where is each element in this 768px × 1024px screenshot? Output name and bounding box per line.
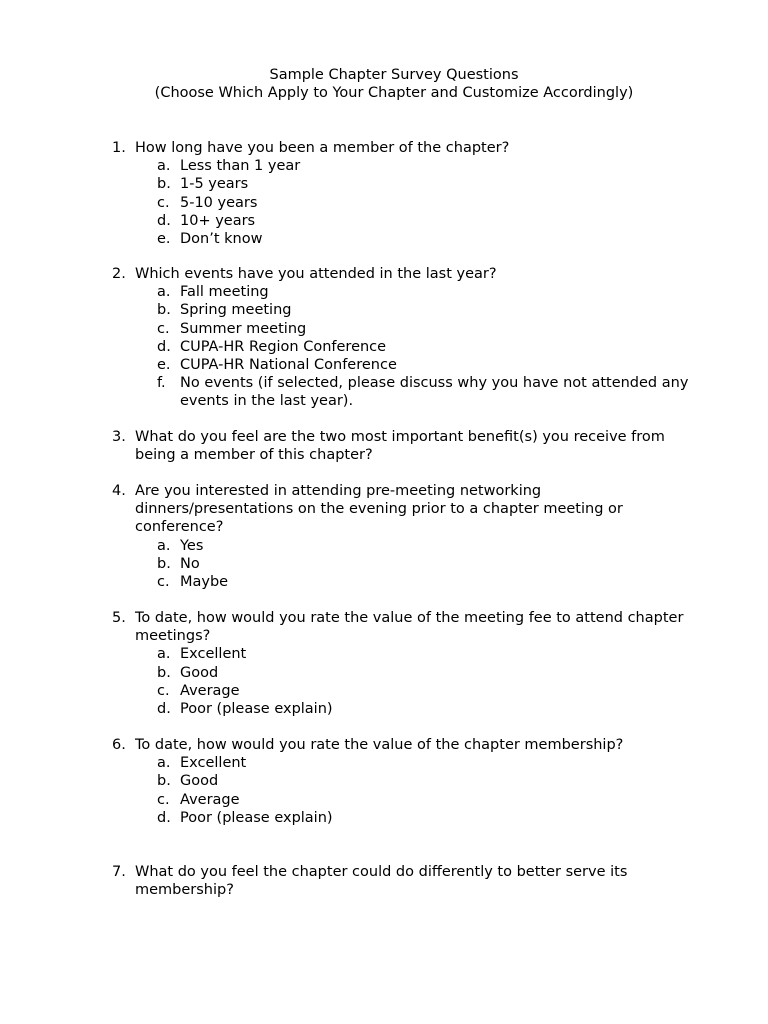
- option-text: Summer meeting: [180, 320, 307, 337]
- option-text: Average: [180, 682, 240, 699]
- answer-option: [112, 573, 692, 591]
- option-letter: b.: [157, 773, 171, 790]
- question-text: Are you interested in attending pre-meeting networking dinners/presentations on the evening prior to a chapter meeting or conference?: [135, 483, 623, 536]
- option-text: 1-5 years: [180, 176, 249, 193]
- answer-option: [112, 809, 692, 827]
- question-number: 5.: [112, 610, 126, 626]
- question-3: [112, 428, 692, 464]
- question-text: What do you feel are the two most important benefit(s) you receive from being a member of this chapter?: [135, 429, 665, 464]
- option-letter: a.: [157, 646, 171, 663]
- question-text: How long have you been a member of the chapter?: [135, 140, 510, 156]
- answer-option: [112, 754, 692, 772]
- option-text: Maybe: [180, 573, 229, 590]
- answer-option: [112, 157, 692, 175]
- answer-option: [112, 175, 692, 193]
- question-2: [112, 265, 692, 411]
- answer-options: [112, 157, 692, 248]
- option-letter: f.: [157, 375, 166, 392]
- answer-option: [112, 194, 692, 212]
- answer-options: [112, 537, 692, 592]
- answer-options: [112, 283, 692, 410]
- question-number: 4.: [112, 483, 126, 499]
- answer-option: [112, 645, 692, 663]
- answer-option: [112, 700, 692, 718]
- option-text: No: [180, 555, 200, 572]
- option-text: Don’t know: [180, 230, 263, 247]
- option-letter: e.: [157, 230, 171, 247]
- question-number: 2.: [112, 266, 126, 282]
- option-text: Poor (please explain): [180, 700, 333, 717]
- answer-option: [112, 664, 692, 682]
- option-letter: b.: [157, 555, 171, 572]
- answer-options: [112, 645, 692, 718]
- option-text: Average: [180, 791, 240, 808]
- option-text: CUPA-HR National Conference: [180, 356, 397, 373]
- question-4: [112, 482, 692, 591]
- answer-option: [112, 537, 692, 555]
- question-5: [112, 609, 692, 718]
- document-subtitle: (Choose Which Apply to Your Chapter and Customize Accordingly): [154, 85, 634, 102]
- question-number: 1.: [112, 140, 126, 156]
- answer-option: [112, 555, 692, 573]
- option-text: Poor (please explain): [180, 809, 333, 826]
- question-text: Which events have you attended in the last year?: [135, 266, 497, 282]
- answer-option: [112, 320, 692, 338]
- answer-options: [112, 754, 692, 827]
- question-text: To date, how would you rate the value of the meeting fee to attend chapter meetings?: [135, 610, 684, 645]
- answer-option: [112, 212, 692, 230]
- question-number: 6.: [112, 737, 126, 753]
- question-7: [112, 863, 692, 899]
- option-letter: d.: [157, 212, 171, 229]
- option-text: Less than 1 year: [180, 158, 301, 175]
- answer-option: [112, 338, 692, 356]
- option-text: Good: [180, 664, 219, 681]
- document-title: Sample Chapter Survey Questions: [269, 67, 519, 83]
- question-number: 7.: [112, 864, 126, 880]
- option-letter: a.: [157, 158, 171, 175]
- question-text: To date, how would you rate the value of the chapter membership?: [135, 737, 624, 753]
- answer-option: [112, 374, 692, 410]
- option-letter: a.: [157, 284, 171, 301]
- option-letter: b.: [157, 302, 171, 319]
- option-letter: e.: [157, 356, 171, 373]
- option-text: No events (if selected, please discuss why you have not attended any events in the last year).: [180, 375, 689, 410]
- option-letter: c.: [157, 682, 170, 699]
- option-letter: c.: [157, 791, 170, 808]
- answer-option: [112, 230, 692, 248]
- answer-option: [112, 301, 692, 319]
- answer-option: [112, 791, 692, 809]
- answer-option: [112, 356, 692, 374]
- option-letter: d.: [157, 700, 171, 717]
- option-text: CUPA-HR Region Conference: [180, 338, 387, 355]
- option-text: Fall meeting: [180, 284, 269, 301]
- question-1: [112, 139, 692, 248]
- option-letter: a.: [157, 537, 171, 554]
- option-text: Excellent: [180, 755, 247, 772]
- question-text: What do you feel the chapter could do differently to better serve its membership?: [135, 864, 628, 899]
- option-text: Excellent: [180, 646, 247, 663]
- option-text: Spring meeting: [180, 302, 292, 319]
- answer-option: [112, 283, 692, 301]
- option-text: 10+ years: [180, 212, 256, 229]
- option-letter: c.: [157, 320, 170, 337]
- option-text: 5-10 years: [180, 194, 258, 211]
- question-number: 3.: [112, 429, 126, 445]
- answer-option: [112, 682, 692, 700]
- option-letter: c.: [157, 573, 170, 590]
- option-text: Good: [180, 773, 219, 790]
- option-letter: a.: [157, 755, 171, 772]
- document-header: [0, 66, 768, 102]
- question-6: [112, 736, 692, 827]
- option-text: Yes: [180, 537, 204, 554]
- option-letter: d.: [157, 338, 171, 355]
- answer-option: [112, 772, 692, 790]
- option-letter: d.: [157, 809, 171, 826]
- option-letter: b.: [157, 664, 171, 681]
- option-letter: c.: [157, 194, 170, 211]
- option-letter: b.: [157, 176, 171, 193]
